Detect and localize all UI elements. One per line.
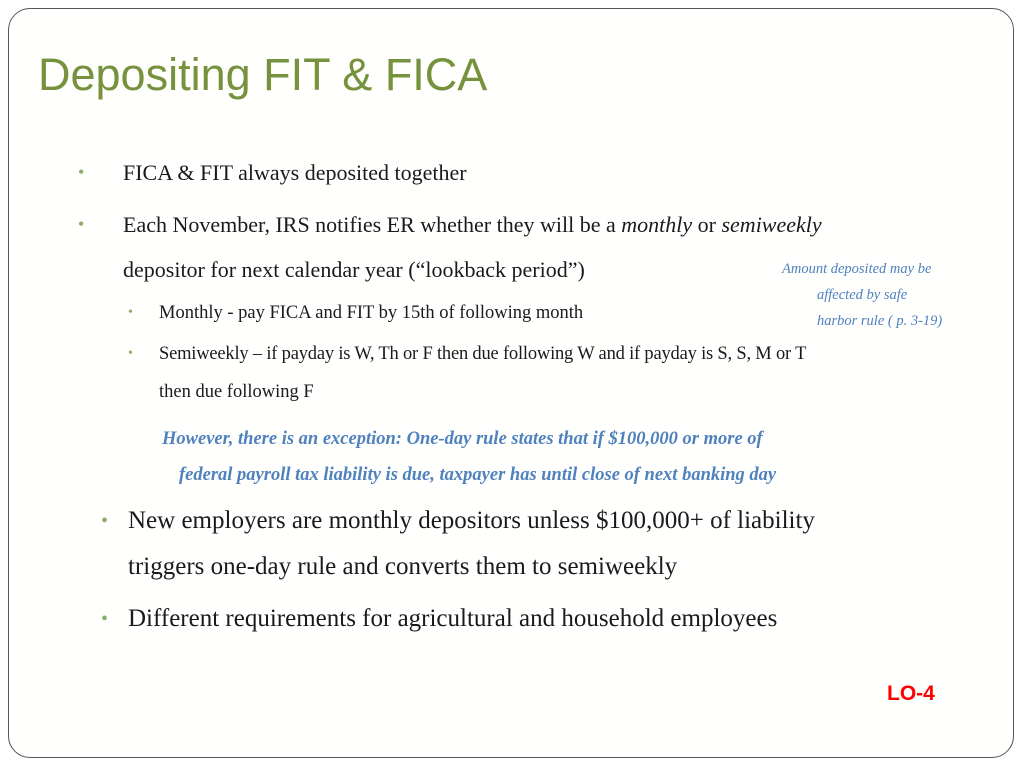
- bullet-irs-notifies-text: Each November, IRS notifies ER whether they will be a: [123, 212, 622, 237]
- one-day-rule-note: [160, 421, 960, 493]
- bullet-irs-notifies-line2: depositor for next calendar year (“lookback period”): [123, 257, 585, 282]
- bullet-fica-fit-together: FICA & FIT always deposited together: [123, 160, 467, 185]
- bullet-dot: •: [101, 608, 109, 630]
- bullet-irs-notifies: [123, 203, 822, 247]
- sub-bullet-semiweekly-line2: then due following F: [159, 382, 314, 402]
- one-day-rule-line1: However, there is an exception: One-day rule states that if $100,000 or more of: [162, 429, 763, 449]
- semiweekly-italic: semiweekly: [721, 212, 822, 237]
- bullet-new-employers-line2: triggers one-day rule and converts them to semiweekly: [128, 553, 678, 580]
- sub-bullet-dot: •: [128, 346, 133, 361]
- sub-bullet-semiweekly: Semiweekly – if payday is W, Th or F then due following W and if payday is S, S, M or T: [159, 344, 807, 364]
- safe-harbor-line2: affected by safe: [817, 287, 908, 303]
- bullet-dot: •: [78, 162, 85, 182]
- one-day-rule-line2: federal payroll tax liability is due, taxpayer has until close of next banking day: [179, 465, 777, 485]
- sub-bullet-dot: •: [128, 305, 133, 320]
- monthly-italic: monthly: [621, 212, 693, 237]
- bullet-new-employers: New employers are monthly depositors unless $100,000+ of liability: [128, 507, 815, 534]
- bullet-dot: •: [101, 510, 109, 532]
- sub-bullet-monthly: Monthly - pay FICA and FIT by 15th of following month: [159, 303, 584, 323]
- bullet-dot: •: [78, 214, 85, 234]
- safe-harbor-note: [782, 256, 942, 334]
- bullet-different-requirements: Different requirements for agricultural and household employees: [128, 605, 778, 632]
- safe-harbor-line1: Amount deposited may be: [782, 261, 932, 277]
- learning-objective-tag: LO-4: [887, 682, 935, 705]
- slide-title: Depositing FIT & FICA: [38, 49, 488, 100]
- or-text: or: [692, 212, 722, 237]
- safe-harbor-line3: harbor rule ( p. 3-19): [817, 313, 943, 329]
